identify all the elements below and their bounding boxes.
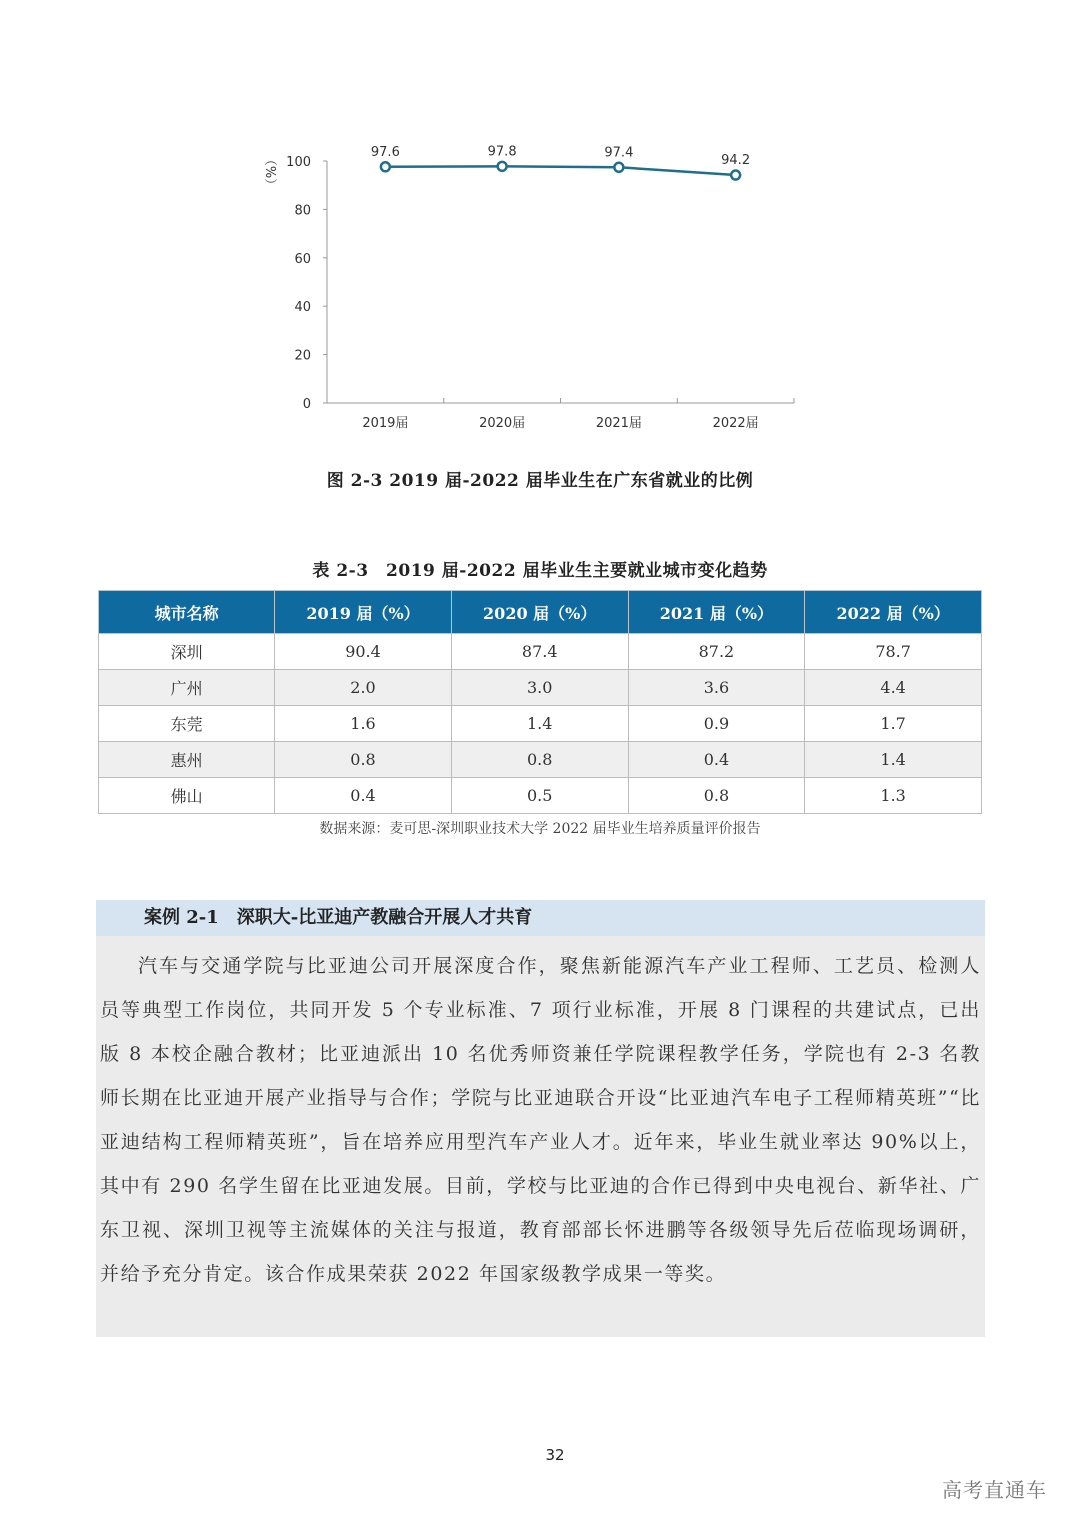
cell-city: 东莞 (99, 706, 275, 742)
svg-text:2021届: 2021届 (595, 416, 642, 431)
cell-value: 87.4 (451, 634, 628, 670)
cell-value: 2.0 (275, 670, 452, 706)
cell-city: 深圳 (99, 634, 275, 670)
header-2020: 2020 届（%） (451, 591, 628, 634)
line-chart (250, 130, 820, 440)
svg-text:97.6: 97.6 (370, 144, 400, 160)
watermark: 高考直通车 (942, 1478, 1047, 1502)
cell-value: 0.8 (275, 742, 452, 778)
table-caption: 表 2-3 2019 届-2022 届毕业生主要就业城市变化趋势 (312, 561, 768, 581)
data-points (371, 144, 750, 179)
svg-text:94.2: 94.2 (721, 153, 751, 169)
case-study-title: 案例 2-1 深职大-比亚迪产教融合开展人才共育 (96, 900, 985, 936)
cell-value: 4.4 (805, 670, 982, 706)
table-row (99, 706, 982, 742)
table-row (99, 742, 982, 778)
table-row (99, 634, 982, 670)
cell-value: 90.4 (275, 634, 452, 670)
cell-value: 1.7 (805, 706, 982, 742)
cell-value: 0.5 (451, 778, 628, 814)
svg-text:2022届: 2022届 (712, 416, 759, 431)
cell-city: 广州 (99, 670, 275, 706)
cell-value: 0.8 (451, 742, 628, 778)
svg-text:97.4: 97.4 (604, 145, 634, 161)
data-line (385, 166, 735, 175)
case-study-body: 汽车与交通学院与比亚迪公司开展深度合作，聚焦新能源汽车产业工程师、工艺员、检测人员等典型工作岗位，共同开发 5 个专业标准、7 项行业标准，开展 8 门课程的共建试点，已出版 8 本校企融合教材；比亚迪派出 10 名优秀师资兼任学院课程教学任务，学院也有 2-3 名教师长期在比亚迪开展产业指导与合作；学院与比亚迪联合开设“比亚迪汽车电子工程师精英班”“比亚迪结构工程师精英班”，旨在培养应用型汽车产业人才。近年来，毕业生就业率达 90%以上，其中有 290 名学生留在比亚迪发展。目前，学校与比亚迪的合作已得到中央电视台、新华社、广东卫视、深圳卫视等主流媒体的关注与报道，教育部部长怀进鹏等各级领导先后莅临现场调研，并给予充分肯定。该合作成果荣获 2022 年国家级教学成果一等奖。 (100, 955, 981, 1285)
cell-value: 87.2 (628, 634, 805, 670)
y-axis (286, 155, 327, 412)
header-city: 城市名称 (99, 591, 275, 634)
cell-value: 3.0 (451, 670, 628, 706)
cell-value: 0.4 (628, 742, 805, 778)
svg-text:40: 40 (294, 300, 311, 316)
employment-city-table (98, 590, 982, 814)
cell-city: 惠州 (99, 742, 275, 778)
svg-text:0: 0 (302, 397, 311, 412)
table-row (99, 670, 982, 706)
cell-city: 佛山 (99, 778, 275, 814)
figure-caption: 图 2-3 2019 届-2022 届毕业生在广东省就业的比例 (326, 471, 754, 491)
cell-value: 3.6 (628, 670, 805, 706)
cell-value: 1.6 (275, 706, 452, 742)
cell-value: 78.7 (805, 634, 982, 670)
table-row (99, 778, 982, 814)
header-2019: 2019 届（%） (275, 591, 452, 634)
data-source-note: 数据来源：麦可思-深圳职业技术大学 2022 届毕业生培养质量评价报告 (319, 821, 761, 837)
page-number: 32 (545, 1446, 565, 1464)
svg-text:100: 100 (286, 155, 311, 170)
cell-value: 0.4 (275, 778, 452, 814)
cell-value: 1.3 (805, 778, 982, 814)
svg-text:80: 80 (294, 203, 311, 219)
cell-value: 1.4 (451, 706, 628, 742)
svg-text:60: 60 (294, 251, 311, 267)
cell-value: 0.8 (628, 778, 805, 814)
case-study-box (96, 900, 985, 1337)
svg-text:20: 20 (294, 348, 311, 364)
svg-text:97.8: 97.8 (487, 144, 517, 160)
y-axis-label: （%） (262, 152, 277, 192)
table-header-row (99, 591, 982, 634)
cell-value: 1.4 (805, 742, 982, 778)
svg-text:2019届: 2019届 (362, 416, 409, 431)
header-2021: 2021 届（%） (628, 591, 805, 634)
cell-value: 0.9 (628, 706, 805, 742)
svg-text:2020届: 2020届 (479, 416, 526, 431)
header-2022: 2022 届（%） (805, 591, 982, 634)
